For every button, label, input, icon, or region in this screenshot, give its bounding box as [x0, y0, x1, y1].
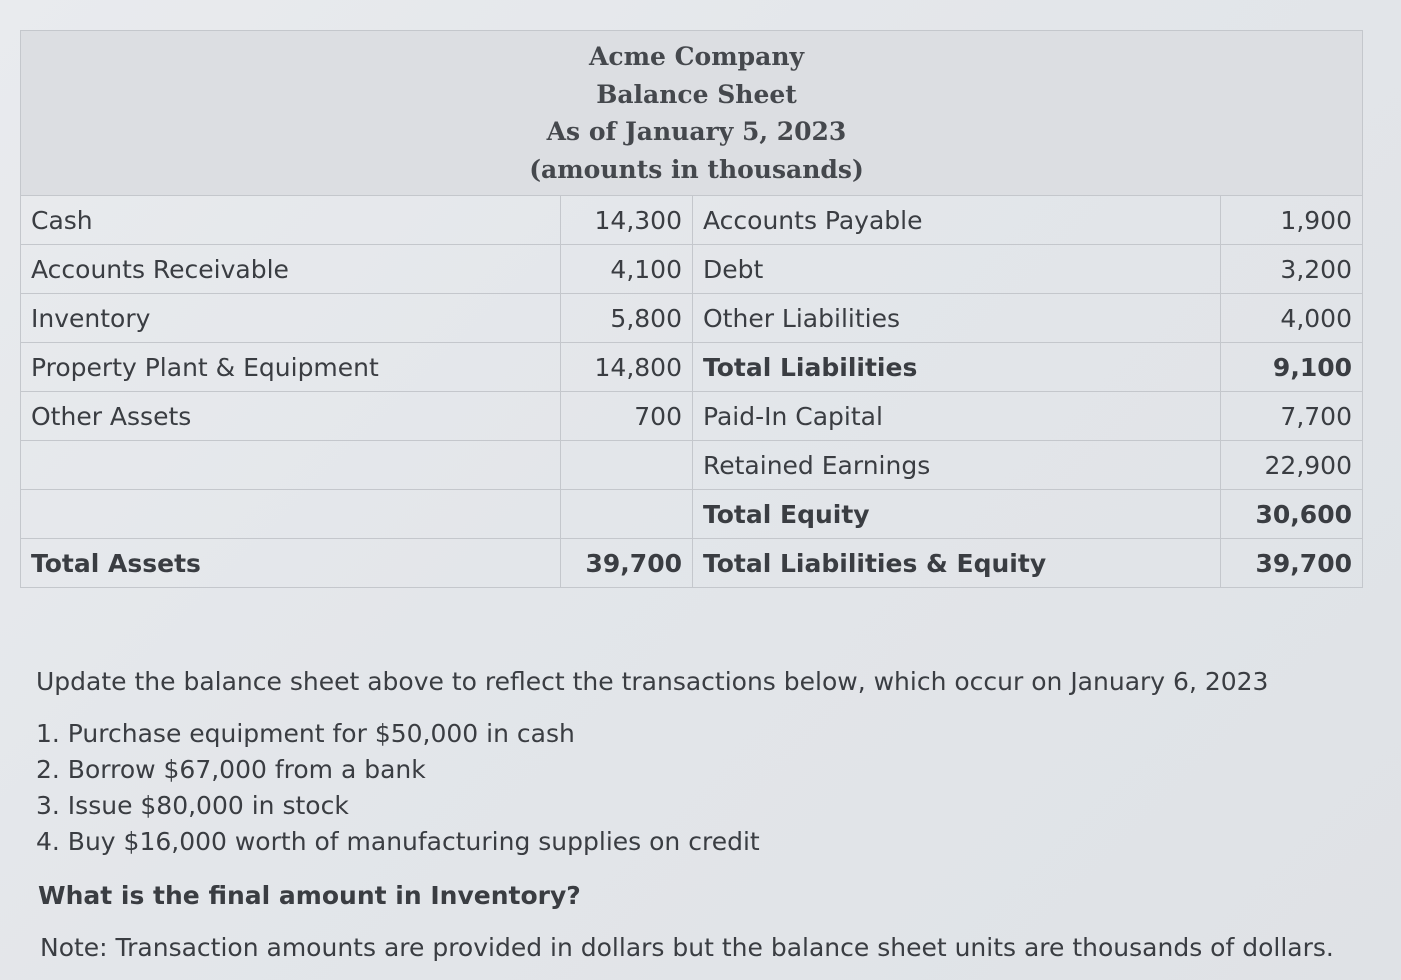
balance-sheet-table — [20, 30, 1363, 588]
asset-label: Cash — [21, 196, 561, 245]
table-row — [21, 490, 1363, 539]
instructions-intro: Update the balance sheet above to reflect the transactions below, which occur on January 6, 2023 — [36, 667, 1269, 696]
units-note: (amounts in thousands) — [529, 154, 864, 184]
asset-label — [21, 441, 561, 490]
total-equity-label: Total Equity — [693, 490, 1221, 539]
asset-label: Other Assets — [21, 392, 561, 441]
equity-value: 7,700 — [1221, 392, 1363, 441]
list-item: 4. Buy $16,000 worth of manufacturing supplies on credit — [36, 827, 760, 856]
total-liabilities-equity-value: 39,700 — [1221, 539, 1363, 588]
asset-label — [21, 490, 561, 539]
table-row — [21, 343, 1363, 392]
question-text: What is the final amount in Inventory? — [38, 881, 581, 910]
asset-value — [561, 490, 693, 539]
list-item: 1. Purchase equipment for $50,000 in cash — [36, 719, 575, 748]
liability-label: Other Liabilities — [693, 294, 1221, 343]
asset-value: 14,300 — [561, 196, 693, 245]
statement-name: Balance Sheet — [596, 79, 797, 109]
equity-label: Paid-In Capital — [693, 392, 1221, 441]
total-liabilities-equity-label: Total Liabilities & Equity — [693, 539, 1221, 588]
total-liabilities-value: 9,100 — [1221, 343, 1363, 392]
liability-label: Accounts Payable — [693, 196, 1221, 245]
asset-label: Accounts Receivable — [21, 245, 561, 294]
statement-date: As of January 5, 2023 — [546, 117, 847, 146]
units-note-text: Note: Transaction amounts are provided in dollars but the balance sheet units are thousands of dollars. — [40, 933, 1334, 962]
list-item: 2. Borrow $67,000 from a bank — [36, 755, 426, 784]
balance-sheet-title — [21, 31, 1363, 196]
transactions-list — [36, 716, 1334, 860]
asset-value — [561, 441, 693, 490]
balance-sheet-header-row — [21, 31, 1363, 196]
total-liabilities-label: Total Liabilities — [693, 343, 1221, 392]
instructions-section — [36, 664, 1334, 966]
table-row — [21, 441, 1363, 490]
table-row — [21, 392, 1363, 441]
total-assets-value: 39,700 — [561, 539, 693, 588]
liability-value: 4,000 — [1221, 294, 1363, 343]
liability-label: Debt — [693, 245, 1221, 294]
list-item: 3. Issue $80,000 in stock — [36, 791, 349, 820]
asset-value: 14,800 — [561, 343, 693, 392]
liability-value: 3,200 — [1221, 245, 1363, 294]
table-row — [21, 196, 1363, 245]
liability-value: 1,900 — [1221, 196, 1363, 245]
company-name: Acme Company — [588, 42, 805, 71]
equity-value: 22,900 — [1221, 441, 1363, 490]
total-equity-value: 30,600 — [1221, 490, 1363, 539]
asset-label: Inventory — [21, 294, 561, 343]
table-row — [21, 294, 1363, 343]
table-row — [21, 539, 1363, 588]
table-row — [21, 245, 1363, 294]
equity-label: Retained Earnings — [693, 441, 1221, 490]
total-assets-label: Total Assets — [21, 539, 561, 588]
asset-value: 4,100 — [561, 245, 693, 294]
asset-value: 700 — [561, 392, 693, 441]
asset-label: Property Plant & Equipment — [21, 343, 561, 392]
asset-value: 5,800 — [561, 294, 693, 343]
